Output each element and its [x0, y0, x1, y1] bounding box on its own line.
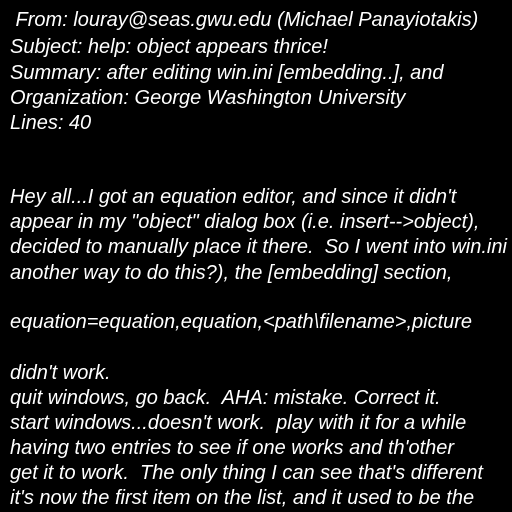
header-organization: Organization: George Washington University [10, 87, 406, 109]
body-line: having two entries to see if one works and th'other [10, 437, 455, 459]
header-subject: Subject: help: object appears thrice! [10, 36, 328, 58]
header-summary: Summary: after editing win.ini [embedding..], and [10, 62, 444, 84]
body-line: get it to work. The only thing I can see that's different [10, 462, 483, 484]
body-line: another way to do this?), the [embedding] section, [10, 262, 453, 284]
header-lines: Lines: 40 [10, 112, 92, 134]
body-line: start windows...doesn't work. play with it for a while [10, 412, 467, 434]
body-line: appear in my "object" dialog box (i.e. insert-->object), [10, 211, 480, 233]
body-line: it's now the first item on the list, and it used to be the [10, 487, 475, 509]
body-line: decided to manually place it there. So I went into win.ini [10, 236, 507, 258]
header-from: From: louray@seas.gwu.edu (Michael Panayiotakis) [10, 9, 479, 31]
body-line: didn't work. [10, 362, 111, 384]
body-line: equation=equation,equation,<path\filename>,picture [10, 311, 473, 333]
body-line: quit windows, go back. AHA: mistake. Correct it. [10, 387, 441, 409]
body-line: Hey all...I got an equation editor, and since it didn't [10, 186, 457, 208]
